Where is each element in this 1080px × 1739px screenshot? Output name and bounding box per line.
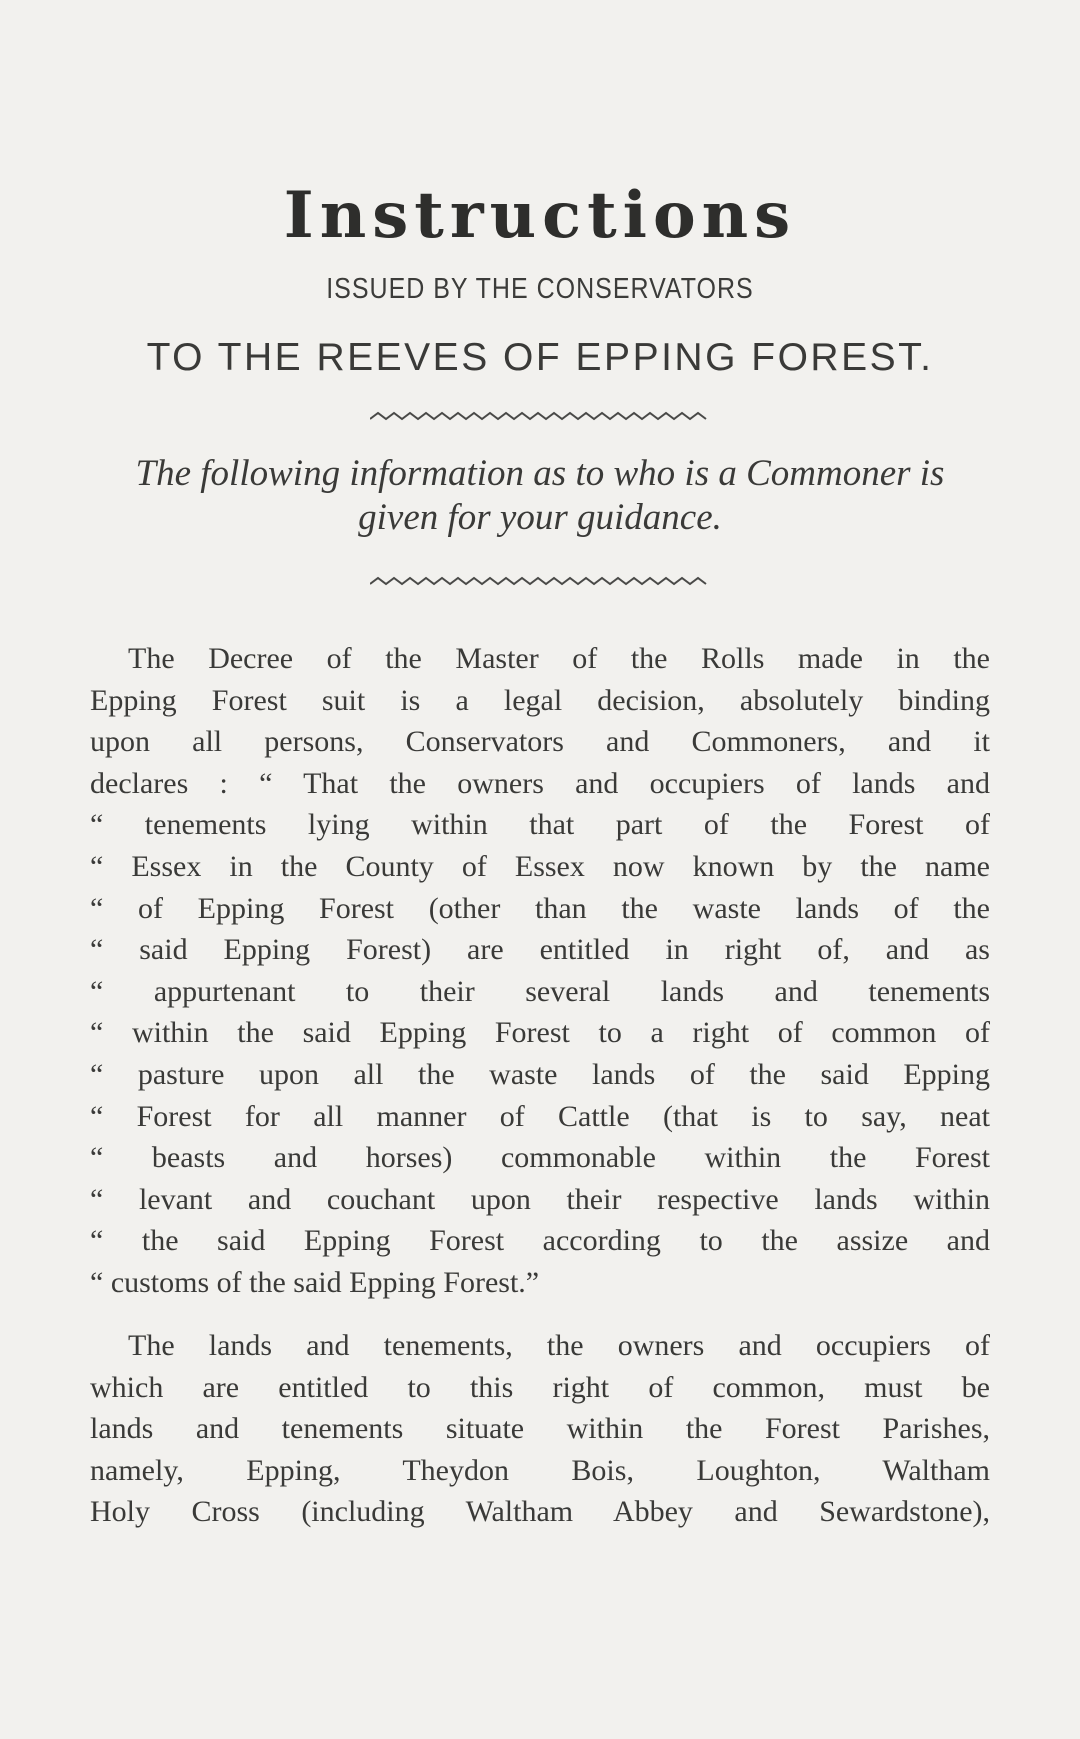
text-line: Holy Cross (including Waltham Abbey and Sewardstone), bbox=[90, 1495, 990, 1529]
text-line: “ tenements lying within that part of the Forest of bbox=[90, 808, 990, 842]
text-line: “ said Epping Forest) are entitled in right of, and as bbox=[90, 933, 990, 967]
text-line: “ the said Epping Forest according to the assize and bbox=[90, 1224, 990, 1258]
lands-paragraph bbox=[90, 1325, 990, 1533]
text-line: “ within the said Epping Forest to a right of common of bbox=[90, 1016, 990, 1050]
intro-line-1: The following information as to who is a Commoner is bbox=[135, 453, 945, 494]
text-line: “ of Epping Forest (other than the waste lands of the bbox=[90, 891, 990, 925]
text-line: “ pasture upon all the waste lands of the said Epping bbox=[90, 1057, 990, 1091]
text-line: “ customs of the said Epping Forest.” bbox=[90, 1265, 540, 1299]
page-title: Instructions bbox=[283, 178, 797, 253]
text-line: “ beasts and horses) commonable within the Forest bbox=[90, 1141, 990, 1175]
text-line: upon all persons, Conservators and Commoners, and it bbox=[90, 725, 990, 759]
issued-by-line: ISSUED BY THE CONSERVATORS bbox=[326, 272, 754, 306]
decree-paragraph bbox=[90, 638, 990, 1304]
addressed-to-line: TO THE REEVES OF EPPING FOREST. bbox=[146, 336, 934, 379]
wavy-divider-top bbox=[0, 410, 1080, 430]
wavy-divider-bottom bbox=[0, 575, 1080, 595]
intro-text bbox=[90, 452, 990, 540]
text-line: “ levant and couchant upon their respective lands within bbox=[90, 1182, 990, 1216]
text-line: “ Forest for all manner of Cattle (that is to say, neat bbox=[90, 1099, 990, 1133]
intro-line-2: given for your guidance. bbox=[358, 497, 722, 538]
text-line: The lands and tenements, the owners and occupiers of bbox=[128, 1329, 990, 1362]
text-line: which are entitled to this right of common, must be bbox=[90, 1370, 990, 1404]
text-line: “ Essex in the County of Essex now known by the name bbox=[90, 849, 990, 883]
text-line: declares : “ That the owners and occupiers of lands and bbox=[90, 766, 990, 800]
text-line: The Decree of the Master of the Rolls made in the bbox=[128, 642, 990, 675]
text-line: namely, Epping, Theydon Bois, Loughton, Waltham bbox=[90, 1453, 990, 1487]
text-line: Epping Forest suit is a legal decision, absolutely binding bbox=[90, 683, 990, 717]
text-line: lands and tenements situate within the Forest Parishes, bbox=[90, 1412, 990, 1446]
text-line: “ appurtenant to their several lands and tenements bbox=[90, 974, 990, 1008]
